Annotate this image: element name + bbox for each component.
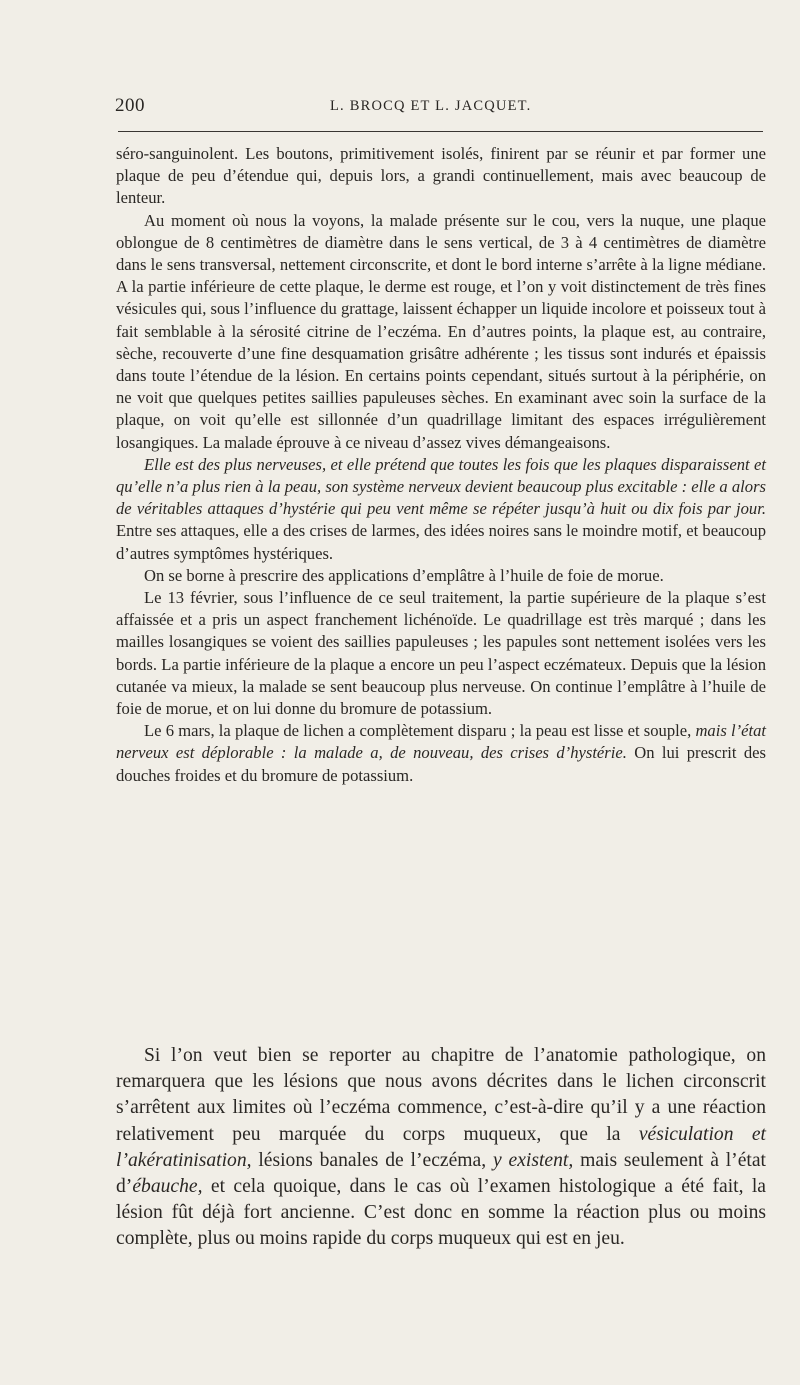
paragraph-2 — [116, 210, 766, 454]
conclusion-t1: Si l’on veut bien se reporter au chapitre de l’anatomie pathologique, on remarquera que les lésions que nous avons décrites dans le lichen circonscrit s’arrêtent aux limites où l’eczéma commence, c’est-à-dire qu’il y a une réaction relativement peu marquée du corps muqueux, que la — [116, 1045, 766, 1145]
paragraph-5 — [116, 587, 766, 720]
conclusion-i2: y existent, — [492, 1149, 574, 1171]
paragraph-6-text-before: Le 6 mars, la plaque de lichen a complètement disparu ; la peau est lisse et souple, — [144, 721, 696, 741]
paragraph-1 — [116, 143, 766, 210]
case-report-text — [116, 143, 766, 787]
paragraph-1-text: séro-sanguinolent. Les boutons, primitivement isolés, finirent par se réunir et par former une plaque de peu d’étendue qui, depuis lors, a grandi continuellement, mais avec beaucoup de lenteur. — [116, 144, 766, 208]
paragraph-4 — [116, 565, 766, 587]
paragraph-3 — [116, 454, 766, 565]
conclusion-t2: lésions banales de l’eczéma, — [251, 1149, 493, 1171]
page-header — [115, 95, 765, 119]
paragraph-6 — [116, 720, 766, 787]
paragraph-3-italic: Elle est des plus nerveuses, et elle prétend que toutes les fois que les plaques disparaissent et qu’elle n’a plus rien à la peau, son système nerveux devient beaucoup plus excitable : elle a alors de véritables attaques d’hystérie qui peu vent même se répéter jusqu’à huit ou dix fois par jour. — [116, 454, 766, 519]
paragraph-5-text: Le 13 février, sous l’influence de ce seul traitement, la partie supérieure de la plaque s’est affaissée et a pris un aspect franchement lichénoïde. Le quadrillage est très marqué ; dans les mailles losangiques se voient des saillies papuleuses ; les papules sont nettement isolées vers les bords. La partie inférieure de la plaque a encore un peu l’aspect eczémateux. Depuis que la lésion cutanée va mieux, la malade se sent beaucoup plus nerveuse. On continue l’emplâtre à l’huile de foie de morue, et on lui donne du bromure de potassium. — [116, 588, 766, 719]
header-rule — [118, 131, 763, 132]
paragraph-6-text: On lui prescrit des douches froides et du bromure de potassium. — [116, 743, 766, 785]
conclusion-t3: mais seulement à l’état d’ — [116, 1149, 766, 1198]
running-title: L. BROCQ ET L. JACQUET. — [330, 98, 532, 114]
paragraph-4-text: On se borne à prescrire des applications d’emplâtre à l’huile de foie de morue. — [144, 565, 664, 585]
conclusion-i1: vésiculation et l’akératinisation, — [116, 1123, 767, 1171]
conclusion-i3: ébauche, — [132, 1176, 203, 1198]
paragraph-2-text: Au moment où nous la voyons, la malade présente sur le cou, vers la nuque, une plaque oblongue de 8 centimètres de diamètre dans le sens vertical, de 3 à 4 centimètres de diamètre dans le sens transversal, nettement circonscrite, et dont le bord interne s’arrête à la ligne médiane. A la partie inférieure de cette plaque, le derme est rouge, et l’on y voit distinctement de très fines vésicules qui, sous l’influence du grattage, laissent échapper un liquide incolore et poisseux tout à fait semblable à la sérosité citrine de l’eczéma. En d’autres points, la plaque est, au contraire, sèche, recouverte d’une fine desquamation grisâtre adhérente ; les tissus sont indurés et épaissis dans toute l’étendue de la lésion. En certains points cependant, situés surtout à la périphérie, on ne voit que quelques petites saillies papuleuses sèches. En examinant avec soin la surface de la plaque, on voit qu’elle est sillonnée d’un quadrillage limitant des espaces irrégulièrement losangiques. La malade éprouve à ce niveau d’assez vives démangeaisons. — [116, 210, 766, 452]
conclusion-text — [116, 1043, 766, 1253]
conclusion-paragraph — [116, 1043, 766, 1253]
page-number: 200 — [115, 95, 145, 116]
paragraph-6-italic: mais l’état nerveux est déplorable : la malade a, de nouveau, des crises d’hystérie. — [116, 721, 766, 763]
paragraph-3-text: Entre ses attaques, elle a des crises de larmes, des idées noires sans le moindre motif, et beaucoup d’autres symptômes hystériques. — [116, 521, 766, 563]
conclusion-t4: et cela quoique, dans le cas où l’examen histologique a été fait, la lésion fût déjà fort ancienne. C’est donc en somme la réaction plus ou moins complète, plus ou moins rapide du corps muqueux qui est en jeu. — [116, 1176, 766, 1250]
